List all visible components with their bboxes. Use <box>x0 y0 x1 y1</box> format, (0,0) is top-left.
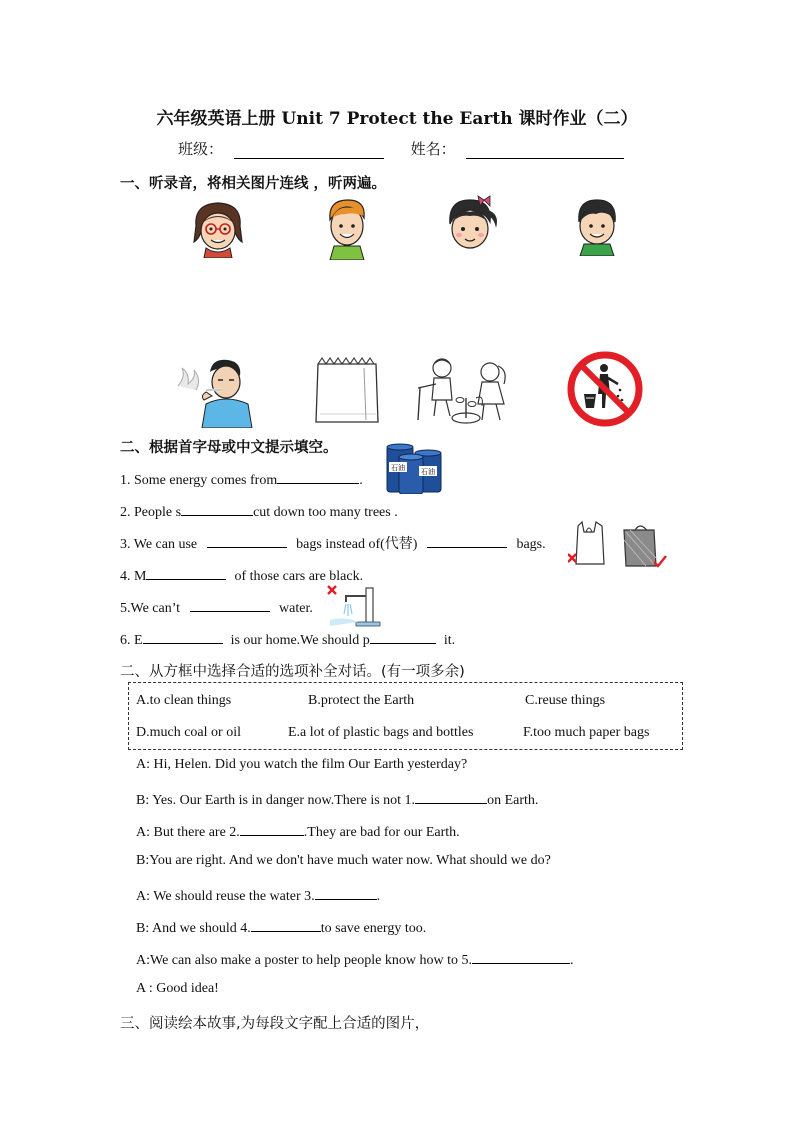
q6-mid: is our home.We should p <box>230 633 370 648</box>
dialogue-line-1-text: A: Hi, Helen. Did you watch the film Our Earth yesterday? <box>136 757 468 772</box>
plastic-bag-crossed-icon <box>568 518 610 568</box>
dialogue-line-1 <box>136 757 467 773</box>
question-1 <box>120 469 363 489</box>
oil-barrels-icon <box>385 442 451 494</box>
no-littering-sign-icon <box>566 350 644 428</box>
dialogue-line-7-pre: A:We can also make a poster to help people know how to 5. <box>136 953 472 968</box>
q1-blank[interactable] <box>277 469 359 484</box>
q2-post: cut down too many trees . <box>253 505 398 520</box>
q2-blank[interactable] <box>181 501 253 516</box>
q6-post: it. <box>443 633 456 648</box>
dialogue-line-3 <box>136 821 460 841</box>
dialogue-line-2 <box>136 789 538 809</box>
name-row <box>178 138 624 159</box>
class-field[interactable] <box>234 142 384 159</box>
name-label: 姓名： <box>410 140 456 158</box>
dialogue-line-6 <box>136 917 426 937</box>
girl-with-glasses-icon <box>188 198 248 258</box>
q4-post: of those cars are black. <box>234 569 364 584</box>
q6-pre: 6. E <box>120 633 143 648</box>
children-planting-tree-icon <box>414 354 518 428</box>
dialogue-blank-4[interactable] <box>251 917 321 932</box>
q1-text: 1. Some energy comes from <box>120 473 278 488</box>
q5-pre: 5.We can’t <box>120 601 181 616</box>
dialogue-line-5-post: . <box>376 889 381 904</box>
section3-heading: 二、从方框中选择合适的选项补全对话。(有一项多余) <box>120 664 465 680</box>
dialogue-line-2-pre: B: Yes. Our Earth is in danger now.There is not 1. <box>136 793 416 808</box>
oil-label-2: 石油 <box>421 468 435 476</box>
q3-blank-1[interactable] <box>207 533 287 548</box>
option-b: B.protect the Earth <box>308 693 415 708</box>
section2-heading: 二、根据首字母或中文提示填空。 <box>120 440 338 456</box>
dialogue-line-8-text: A : Good idea! <box>136 981 219 996</box>
boy-black-hair-icon <box>574 196 620 256</box>
question-5 <box>120 597 313 617</box>
dialogue-blank-3[interactable] <box>315 885 377 900</box>
question-2 <box>120 501 398 521</box>
q6-blank-1[interactable] <box>143 629 223 644</box>
dialogue-line-8 <box>136 981 219 997</box>
dialogue-line-7 <box>136 949 573 969</box>
q1-end: . <box>359 473 363 488</box>
option-d: D.much coal or oil <box>136 725 241 740</box>
name-field[interactable] <box>466 142 624 159</box>
option-f: F.too much paper bags <box>523 725 650 740</box>
q4-pre: 4. M <box>120 569 147 584</box>
dialogue-line-4-text: B:You are right. And we don't have much water now. What should we do? <box>136 853 551 868</box>
q2-pre: 2. People s <box>120 505 182 520</box>
q5-blank[interactable] <box>190 597 270 612</box>
running-tap-icon <box>326 584 382 628</box>
q4-blank[interactable] <box>146 565 226 580</box>
q3-pre: 3. We can use <box>120 537 198 552</box>
dialogue-line-6-pre: B: And we should 4. <box>136 921 251 936</box>
man-smoking-icon <box>176 356 260 428</box>
dialogue-blank-5[interactable] <box>472 949 570 964</box>
paper-bag-icon <box>312 356 384 426</box>
dialogue-line-7-post: . <box>569 953 574 968</box>
dialogue-blank-2[interactable] <box>240 821 304 836</box>
dialogue-line-4 <box>136 853 551 869</box>
dialogue-blank-1[interactable] <box>415 789 487 804</box>
section4-heading: 三、阅读绘本故事,为每段文字配上合适的图片， <box>120 1016 430 1032</box>
dialogue-line-6-post: to save energy too. <box>320 921 427 936</box>
q5-post: water. <box>279 601 313 616</box>
dialogue-line-3-pre: A: But there are 2. <box>136 825 240 840</box>
question-3 <box>120 533 546 553</box>
q6-blank-2[interactable] <box>370 629 436 644</box>
q3-post: bags. <box>516 537 546 552</box>
cloth-bag-tick-icon <box>620 518 668 570</box>
dialogue-line-2-post: on Earth. <box>487 793 539 808</box>
oil-label-1: 石油 <box>391 464 405 472</box>
dialogue-line-3-post: .They are bad for our Earth. <box>303 825 460 840</box>
section1-heading: 一、听录音，将相关图片连线 ，听两遍。 <box>120 176 387 192</box>
girl-ponytail-icon <box>440 194 502 260</box>
option-e: E.a lot of plastic bags and bottles <box>288 725 474 740</box>
option-a: A.to clean things <box>136 693 232 708</box>
option-c: C.reuse things <box>525 693 606 708</box>
q3-blank-2[interactable] <box>427 533 507 548</box>
question-6 <box>120 629 455 649</box>
class-label: 班级： <box>178 140 224 158</box>
dialogue-line-5 <box>136 885 380 905</box>
page-title: 六年级英语上册 Unit 7 Protect the Earth 课时作业（二） <box>156 109 638 129</box>
dialogue-line-5-pre: A: We should reuse the water 3. <box>136 889 315 904</box>
boy-orange-hair-icon <box>324 196 370 260</box>
question-4 <box>120 565 363 585</box>
q3-mid: bags instead of(代替) <box>296 537 418 552</box>
